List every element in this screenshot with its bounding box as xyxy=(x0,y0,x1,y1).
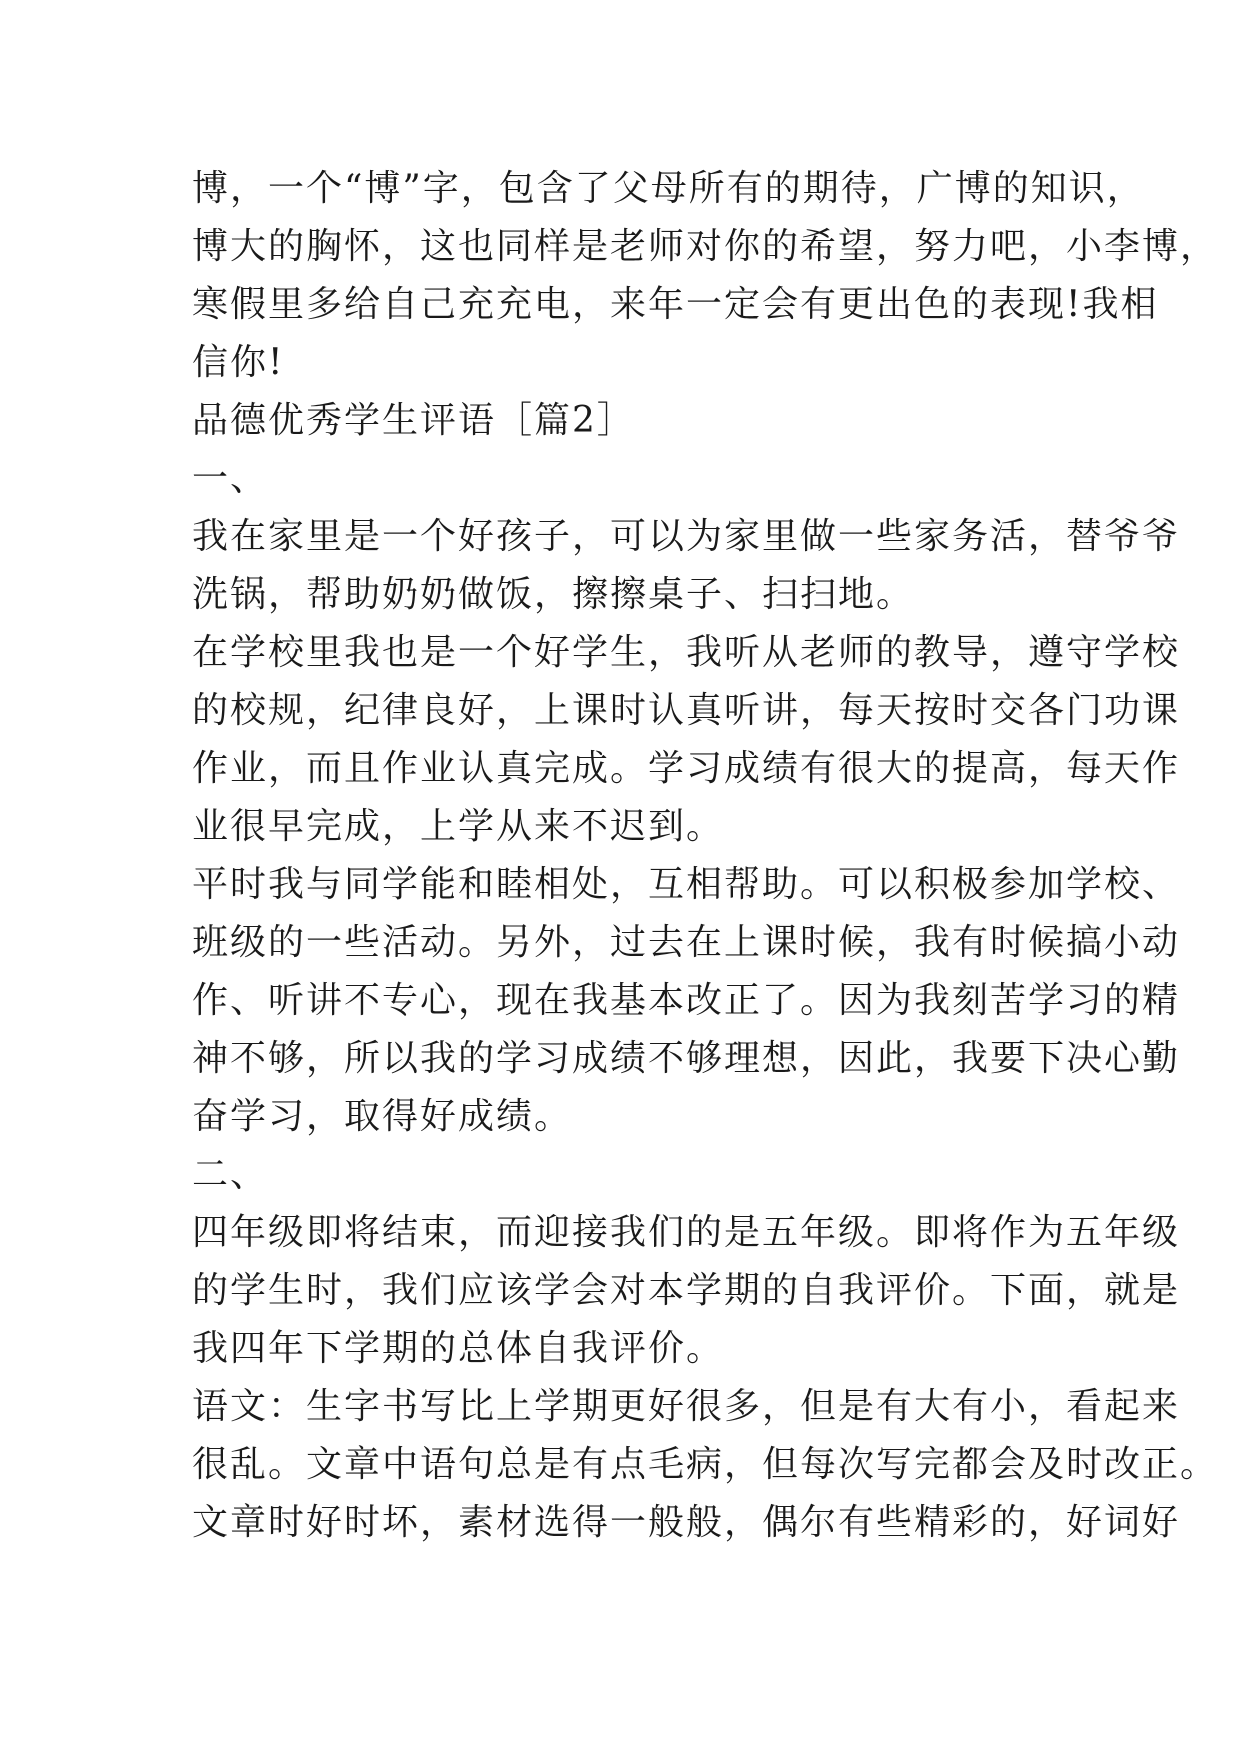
text-line: 四年级即将结束，而迎接我们的是五年级。即将作为五年级 xyxy=(192,1212,1181,1253)
text-line: 神不够，所以我的学习成绩不够理想，因此，我要下决心勤 xyxy=(192,1038,1181,1079)
text-line: 的学生时，我们应该学会对本学期的自我评价。下面，就是 xyxy=(192,1270,1181,1311)
text-line: 的校规，纪律良好，上课时认真听讲，每天按时交各门功课 xyxy=(192,690,1181,731)
text-line: 寒假里多给自己充充电，来年一定会有更出色的表现!我相 xyxy=(192,284,1159,325)
text-line: 在学校里我也是一个好学生，我听从老师的教导，遵守学校 xyxy=(192,632,1181,673)
text-line: 博，一个“博”字，包含了父母所有的期待，广博的知识， xyxy=(192,168,1145,209)
text-line: 作、听讲不专心，现在我基本改正了。因为我刻苦学习的精 xyxy=(192,980,1181,1021)
text-line: 洗锅，帮助奶奶做饭，擦擦桌子、扫扫地。 xyxy=(192,574,915,615)
text-line: 班级的一些活动。另外，过去在上课时候，我有时候搞小动 xyxy=(192,922,1181,963)
text-line: 文章时好时坏，素材选得一般般，偶尔有些精彩的，好词好 xyxy=(192,1502,1181,1543)
text-line: 信你! xyxy=(192,342,285,383)
text-line: 很乱。文章中语句总是有点毛病，但每次写完都会及时改正。 xyxy=(192,1444,1219,1485)
text-line: 博大的胸怀，这也同样是老师对你的希望，努力吧，小李博， xyxy=(192,226,1219,267)
text-line: 语文：生字书写比上学期更好很多，但是有大有小，看起来 xyxy=(192,1386,1181,1427)
text-line: 我四年下学期的总体自我评价。 xyxy=(192,1328,725,1369)
text-line: 我在家里是一个好孩子，可以为家里做一些家务活，替爷爷 xyxy=(192,516,1181,557)
section-number: 一、 xyxy=(192,458,269,499)
text-line: 平时我与同学能和睦相处，互相帮助。可以积极参加学校、 xyxy=(192,864,1181,905)
text-line: 作业，而且作业认真完成。学习成绩有很大的提高，每天作 xyxy=(192,748,1181,789)
section-number: 二、 xyxy=(192,1154,269,1195)
text-line: 业很早完成，上学从来不迟到。 xyxy=(192,806,725,847)
section-heading: 品德优秀学生评语［篇2］ xyxy=(192,400,635,441)
text-line: 奋学习，取得好成绩。 xyxy=(192,1096,573,1137)
document-body xyxy=(192,160,1219,1552)
